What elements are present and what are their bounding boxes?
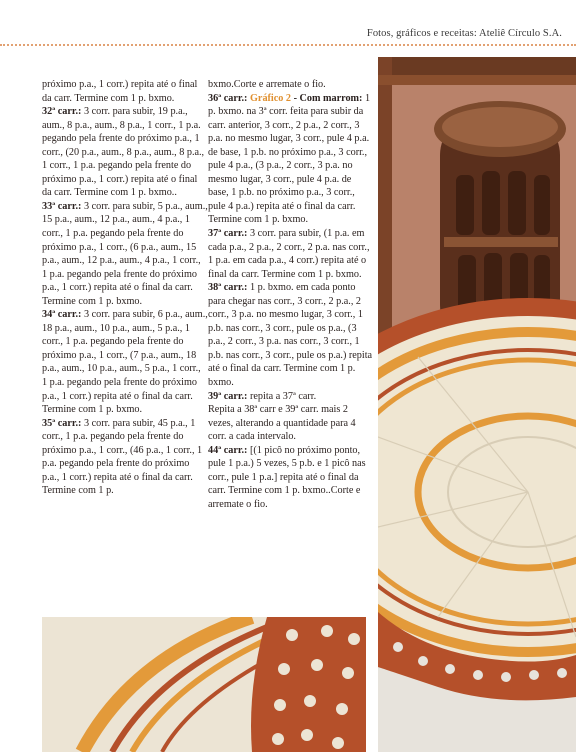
instruction-row-33: 33ª carr.: 3 corr. para subir, 5 p.a., aum., 15 p.a., aum., 12 p.a., aum., 4 p.a., 1 corr., 1 p.a. pegando pela frente do próximo p.a., 1 corr., (6 p.a., aum., 15 p.a., aum., 12 p.a., aum., 4 p.a., 1 corr., 1 p.a. pegando pela frente do próximo p.a., 1 corr.) repita até o final da carr. Termine com 1 p. bxmo. — [42, 200, 208, 307]
rug-detail-photo — [42, 617, 366, 752]
instructions-left-column — [42, 78, 208, 498]
rug-detail-illustration — [42, 617, 366, 752]
instruction-row-35: 35ª carr.: 3 corr. para subir, 45 p.a., 1 corr., 1 p.a. pegando pela frente do próximo p.a., 1 corr., (46 p.a., 1 corr., 1 p.a. pegando pela frente do próximo p.a., 1 corr.) repita até o final da carr. Termine com 1 p. — [42, 417, 203, 497]
instruction-row-36: 36ª carr.: Gráfico 2 - Com marrom: 1 p. bxmo. na 3ª corr. feita para subir da carr. anterior, 3 corr., 2 p.a., 2 corr., 3 p.a. no mesmo lugar, 3 corr., pule 4 p.a. de base, 1 p.b. no próximo p.a., 3 corr., pule 4 p.a., (3 p.a., 2 corr., 3 p.a. no mesmo lugar, 3 corr., pule 4 p.a. de base, 1 p.b. no próximo p.a., 3 corr., pule 4 p.a.) repita até o final da carr. Termine com 1 p. bxmo. — [208, 92, 371, 226]
instruction-paragraph: próximo p.a., 1 corr.) repita até o final da carr. Termine com 1 p. bxmo. — [42, 79, 198, 104]
photo-credit: Fotos, gráficos e receitas: Ateliê Círculo S.A. — [366, 28, 562, 39]
instruction-row-34: 34ª carr.: 3 corr. para subir, 6 p.a., aum., 18 p.a., aum., 10 p.a., aum., 5 p.a., 1 corr., 1 p.a. pegando pela frente do próximo p.a., 1 corr., (7 p.a., aum., 18 p.a., aum., 10 p.a., aum., 5 p.a., 1 corr., 1 p.a. pegando pela frente do próximo p.a., 1 corr.) repita até o final da carr. Termine com 1 p. bxmo. — [42, 309, 208, 416]
header-divider — [0, 44, 576, 46]
instruction-row-37: 37ª carr.: 3 corr. para subir, (1 p.a. em cada p.a., 2 p.a., 2 corr., 2 p.a. nas corr., 1 p.a. em cada p.a., 4 corr.) repita até o final da carr. Termine com 1 p. bxmo. — [208, 228, 370, 280]
instruction-row-39: 39ª carr.: repita a 37ª carr. — [208, 390, 317, 402]
rug-photo-illustration — [378, 57, 576, 752]
instruction-row-38: 38ª carr.: 1 p. bxmo. em cada ponto para chegar nas corr., 3 corr., 2 p.a., 2 corr., 3 p.a. no mesmo lugar, 3 corr., 1 p.b. nas corr., 3 corr., pule os p.a., (3 p.a., 2 corr., 3 p.a. nas corr., 3 corr., 1 p.b. nas corr., 3 corr., pule os p.a.) repita até o final da carr. Termine com 1 p. bxmo. — [208, 282, 373, 389]
instruction-row-32: 32ª carr.: 3 corr. para subir, 19 p.a., aum., 8 p.a., aum., 8 p.a., 1 corr., 1 p.a. pegando pela frente do próximo p.a., 1 corr., (20 p.a., aum., 8 p.a., aum., 8 p.a., 1 corr., 1 p.a. pegando pela frente do próximo p.a., 1 corr.) repita até o final da carr. Termine com 1 p. bxmo.. — [42, 106, 205, 199]
rug-photo-with-stool — [378, 57, 576, 752]
repeat-note: Repita a 38ª carr e 39ª carr. mais 2 vezes, alterando a quantidade para 4 corr. a cada intervalo. — [208, 404, 356, 443]
instruction-row-44: 44ª carr.: [(1 picô no próximo ponto, pule 1 p.a.) 5 vezes, 5 p.b. e 1 picô nas corr., pule 1 p.a.] repita até o final da carr. Termine com 1 p. bxmo..Corte e arremate o fio. — [208, 444, 366, 510]
instruction-continuation: bxmo.Corte e arremate o fio. — [208, 79, 326, 90]
instructions-right-column — [208, 78, 374, 512]
chart-reference: Gráfico 2 — [250, 92, 292, 104]
